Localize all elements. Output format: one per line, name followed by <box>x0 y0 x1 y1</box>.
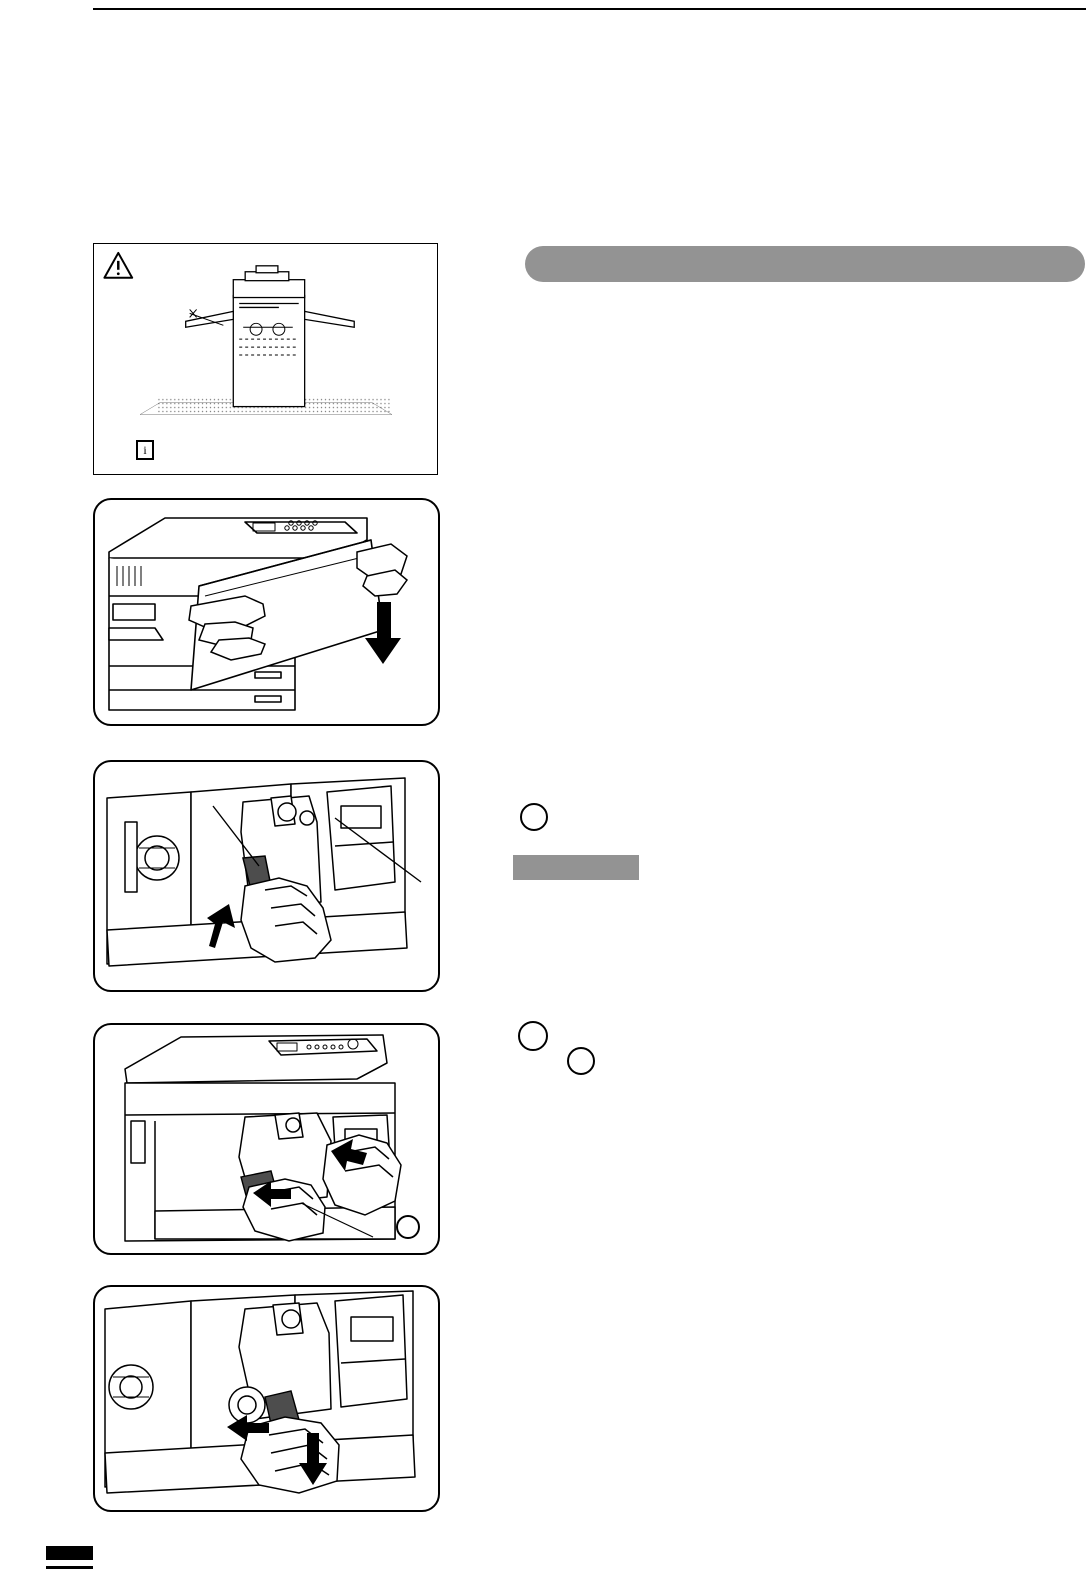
section-heading-bar <box>525 246 1085 282</box>
open-front-cover-artwork <box>95 500 438 724</box>
illustration-panel-remove-paper <box>93 1285 440 1512</box>
step-marker-3 <box>567 1047 595 1075</box>
step-marker-2 <box>518 1021 548 1051</box>
warning-triangle-icon <box>104 253 132 278</box>
page-top-rule <box>93 8 1086 10</box>
illustration-panel-open-front-cover <box>93 498 440 726</box>
page-tab-mark <box>46 1546 93 1560</box>
copier-body <box>186 266 355 407</box>
inline-grey-label <box>513 855 639 880</box>
remove-misfed-paper-artwork <box>95 1287 438 1510</box>
step-marker-1 <box>520 803 548 831</box>
page-tab-rule <box>46 1566 93 1569</box>
illustration-panel-lift-lever <box>93 760 440 992</box>
release-unit-artwork <box>95 1025 438 1253</box>
caution-illustration-box <box>93 243 438 475</box>
info-square-icon: i <box>136 440 154 460</box>
illustration-panel-release-unit <box>93 1023 440 1255</box>
panel-badge-circle <box>396 1215 420 1239</box>
lift-green-lever-artwork <box>95 762 438 990</box>
